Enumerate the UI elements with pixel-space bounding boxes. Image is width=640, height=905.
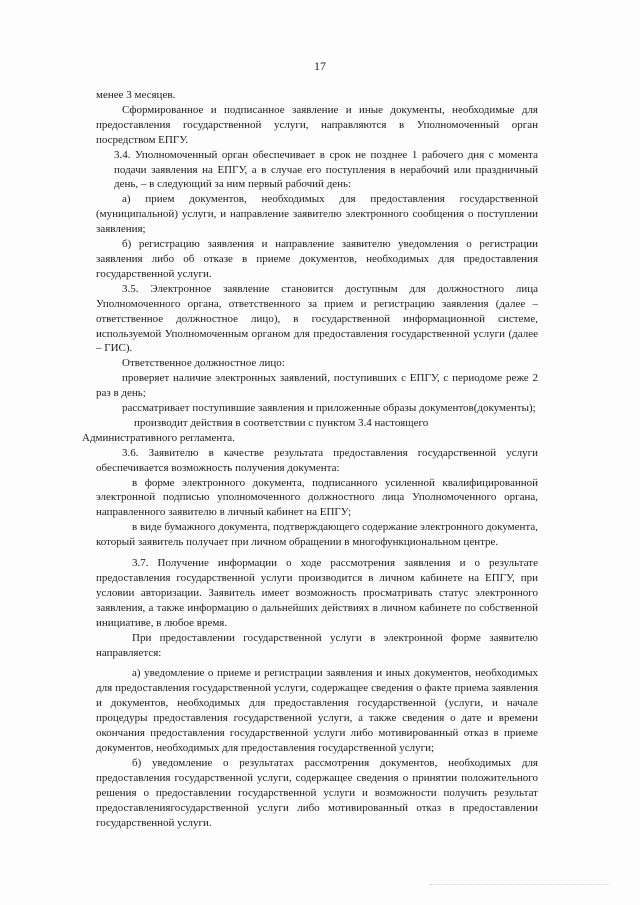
paragraph-3-4 — [96, 148, 538, 193]
paragraph: б) регистрацию заявления и направление заявителю уведомления о регистрации заявления либо об отказе в приеме документов, необходимых для предоставления государственной услуги. — [96, 238, 538, 280]
paragraph: рассматривает поступившие заявления и приложенные образы документов(документы); — [122, 402, 536, 415]
paragraph-3-6: 3.6. Заявителю в качестве результата предоставления государственной услуги обеспечивается возможность получения документа: — [96, 446, 538, 474]
paragraph: в форме электронного документа, подписанного усиленной квалифицированной электронной подписью уполномоченного должностного лица Уполномоченного органа, направленного заявителю в личный кабинет на ЕПГУ; — [96, 476, 538, 519]
paragraph: проверяет наличие электронных заявлений, поступивших с ЕПГУ, с периодоме реже 2 раз в день; — [96, 372, 538, 400]
scan-artifact — [430, 884, 610, 889]
paragraph: Сформированное и подписанное заявление и иные документы, необходимые для предоставления государственной услуги, направляются в Уполномоченный орган посредством ЕПГУ. — [96, 103, 538, 146]
paragraph-text: 3.4. Уполномоченный орган обеспечивает в срок не позднее 1 рабочего дня с момента подачи заявления на ЕПГУ, а в случае его поступления в нерабочий или праздничный день, – в следующий за ним первый рабочий день: — [114, 148, 538, 191]
paragraph: менее 3 месяцев. — [96, 89, 176, 101]
paragraph-3-5: 3.5. Электронное заявление становится доступным для должностного лица Уполномоченного органа, ответственного за прием и регистрацию заявления (далее – ответственное должностное лицо), в государственной информационной системе, используемой Уполномоченным органом для предоставления государственной услуги (далее – ГИС). — [96, 282, 538, 355]
paragraph: производит действия в соответствии с пунктом 3.4 настоящего — [134, 416, 429, 429]
paragraph: Административного регламента. — [82, 431, 235, 444]
paragraph: Ответственное должностное лицо: — [122, 357, 285, 370]
paragraph: в виде бумажного документа, подтверждающего содержание электронного документа, который заявитель получает при личном обращении в многофункциональном центре. — [96, 521, 538, 549]
paragraph-3-7: 3.7. Получение информации о ходе рассмотрения заявления и о результате предоставления государственной услуги производится в личном кабинете на ЕПГУ, при условии авторизации. Заявитель имеет возможность просматривать статус электронного заявления, а также информацию о дальнейших действиях в личном кабинете по собственной инициативе, в любое время. — [96, 557, 538, 629]
paragraph: При предоставлении государственной услуги в электронной форме заявителю направляется: — [96, 631, 538, 659]
paragraph: а) прием документов, необходимых для предоставления государственной (муниципальной) услуги, и направление заявителю электронного сообщения о поступлении заявления; — [96, 193, 538, 236]
document-body — [82, 88, 538, 830]
paragraph: б) уведомление о результатах рассмотрения документов, необходимых для предоставления государственной услуги, содержащее сведения о принятии положительного решения о предоставлении государственной услуги и возможности получить результат предоставлениягосударственной услуги либо мотивированный отказ в предоставлении государственной услуги. — [96, 756, 538, 829]
paragraph: а) уведомление о приеме и регистрации заявления и иных документов, необходимых для предоставления государственной услуги, содержащее сведения о факте приема заявления и документов, необходимых для предоставления государственной (услуги, и начале процедуры предоставления государственной услуги, а также сведения о дате и времени окончания предоставления государственной услуги либо мотивированный отказ в приеме документов, необходимых для предоставления государственной услуги; — [96, 667, 538, 754]
page-number: 17 — [314, 59, 326, 73]
